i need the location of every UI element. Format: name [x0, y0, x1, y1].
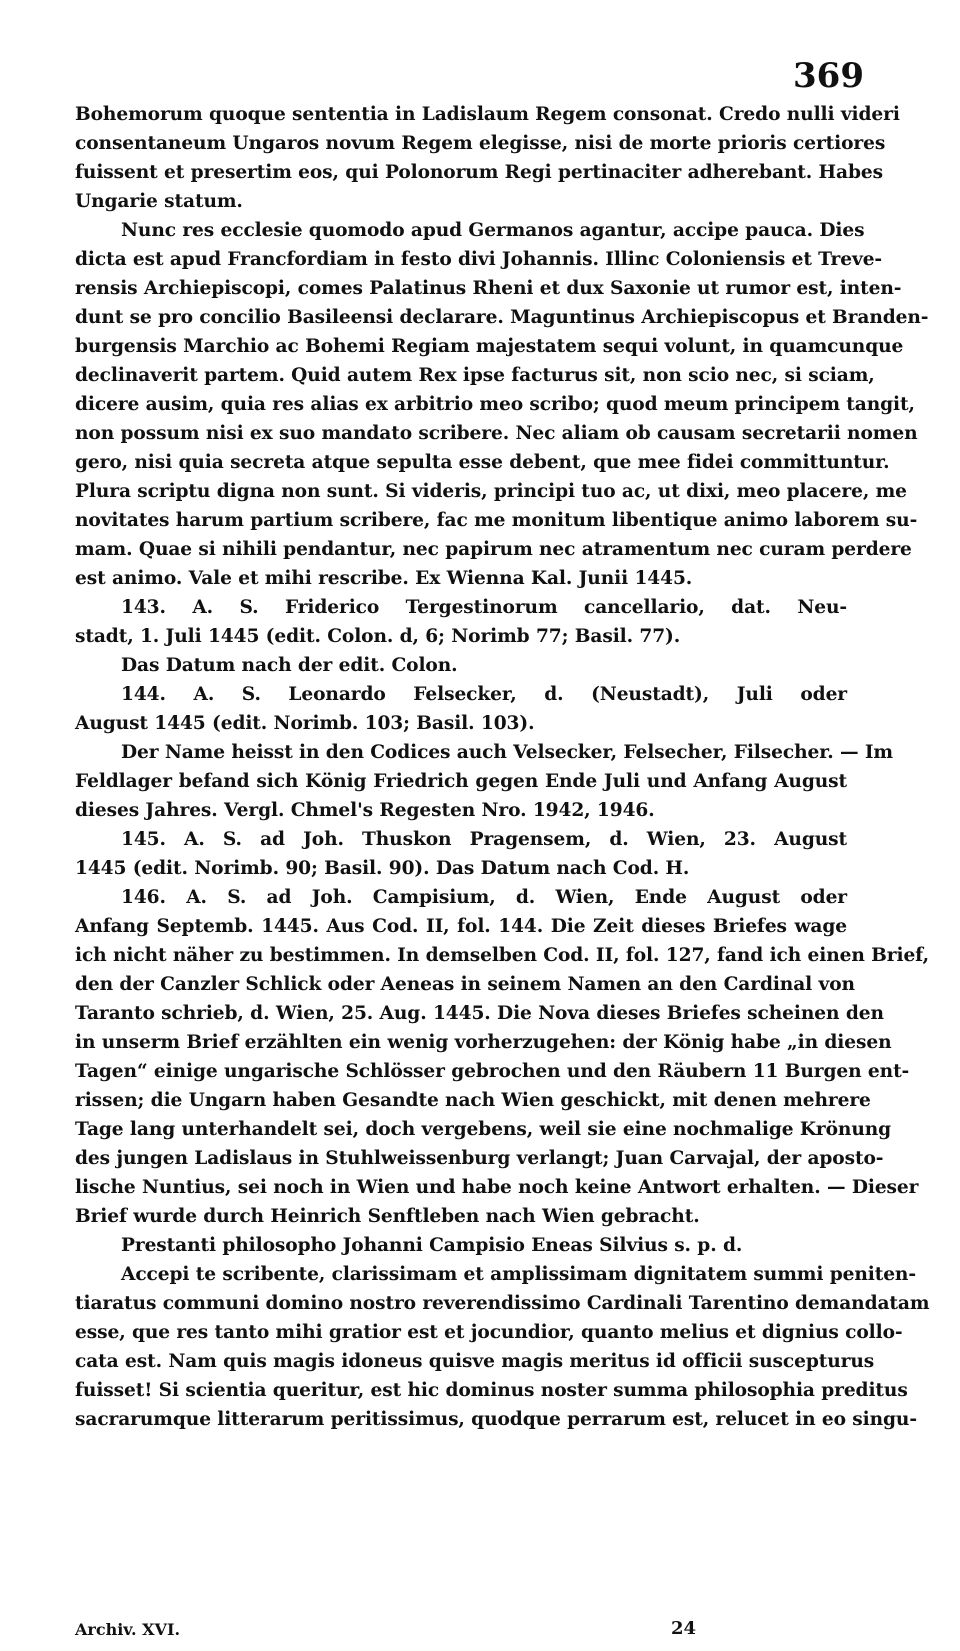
text-line: Brief wurde durch Heinrich Senftleben nach Wien gebracht. — [75, 1206, 700, 1227]
text-line: 146. A. S. ad Joh. Campisium, d. Wien, Ende August oder — [121, 887, 847, 908]
text-line: 144. A. S. Leonardo Felsecker, d. (Neustadt), Juli oder — [121, 684, 847, 705]
page-number: 369 — [793, 56, 864, 96]
text-line: Bohemorum quoque sententia in Ladislaum Regem consonat. Credo nulli videri — [75, 104, 900, 125]
text-line: in unserm Brief erzählten ein wenig vorherzugehen: der König habe „in diesen — [75, 1032, 892, 1053]
sheet-number: 24 — [671, 1618, 697, 1639]
text-line: Accepi te scribente, clarissimam et amplissimam dignitatem summi peniten- — [121, 1264, 916, 1285]
text-line: Plura scriptu digna non sunt. Si videris, principi tuo ac, ut dixi, meo placere, me — [75, 481, 907, 502]
text-line: 145. A. S. ad Joh. Thuskon Pragensem, d. Wien, 23. August — [121, 829, 847, 850]
text-line: mam. Quae si nihili pendantur, nec papirum nec atramentum nec curam perdere — [75, 539, 912, 560]
text-line: dicere ausim, quia res alias ex arbitrio meo scribo; quod meum principem tangit, — [75, 394, 915, 415]
text-line: 143. A. S. Friderico Tergestinorum cancellario, dat. Neu- — [121, 597, 847, 618]
text-line: fuisset! Si scientia queritur, est hic dominus noster summa philosophia preditus — [75, 1380, 908, 1401]
text-line: Tagen“ einige ungarische Schlösser gebrochen und den Räubern 11 Burgen ent- — [75, 1061, 910, 1082]
text-line: cata est. Nam quis magis idoneus quisve magis meritus id officii suscepturus — [75, 1351, 875, 1372]
text-line: sacrarumque litterarum peritissimus, quodque perrarum est, relucet in eo singu- — [75, 1409, 917, 1430]
text-line: burgensis Marchio ac Bohemi Regiam majestatem sequi volunt, in quamcunque — [75, 336, 904, 357]
text-line: gero, nisi quia secreta atque sepulta esse debent, que mee fidei committuntur. — [75, 452, 890, 473]
footer-signature: Archiv. XVI. — [75, 1620, 181, 1639]
text-line: stadt, 1. Juli 1445 (edit. Colon. d, 6; Norimb 77; Basil. 77). — [75, 626, 681, 647]
text-line: Prestanti philosopho Johanni Campisio Eneas Silvius s. p. d. — [121, 1235, 743, 1256]
text-line: Ungarie statum. — [75, 191, 243, 212]
text-line: esse, que res tanto mihi gratior est et jocundior, quanto melius et dignius collo- — [75, 1322, 903, 1343]
text-line: est animo. Vale et mihi rescribe. Ex Wienna Kal. Junii 1445. — [75, 568, 693, 589]
text-body — [75, 100, 930, 1434]
text-line: Das Datum nach der edit. Colon. — [121, 655, 458, 676]
text-line: Der Name heisst in den Codices auch Velsecker, Felsecher, Filsecher. — Im — [121, 742, 894, 763]
text-line: Anfang Septemb. 1445. Aus Cod. II, fol. 144. Die Zeit dieses Briefes wage — [75, 916, 847, 937]
page-footer — [75, 1620, 847, 1644]
text-line: Tage lang unterhandelt sei, doch vergebens, weil sie eine nochmalige Krönung — [75, 1119, 892, 1140]
text-line: rensis Archiepiscopi, comes Palatinus Rheni et dux Saxonie ut rumor est, inten- — [75, 278, 902, 299]
text-line: August 1445 (edit. Norimb. 103; Basil. 103). — [75, 713, 535, 734]
text-line: des jungen Ladislaus in Stuhlweissenburg verlangt; Juan Carvajal, der aposto- — [75, 1148, 884, 1169]
text-line: dunt se pro concilio Basileensi declarare. Maguntinus Archiepiscopus et Branden- — [75, 307, 929, 328]
text-line: dieses Jahres. Vergl. Chmel's Regesten Nro. 1942, 1946. — [75, 800, 655, 821]
text-line: 1445 (edit. Norimb. 90; Basil. 90). Das Datum nach Cod. H. — [75, 858, 690, 879]
text-line: non possum nisi ex suo mandato scribere. Nec aliam ob causam secretarii nomen — [75, 423, 918, 444]
text-line: den der Canzler Schlick oder Aeneas in seinem Namen an den Cardinal von — [75, 974, 855, 995]
text-line: tiaratus communi domino nostro reverendissimo Cardinali Tarentino demandatam — [75, 1293, 930, 1314]
text-line: lische Nuntius, sei noch in Wien und habe noch keine Antwort erhalten. — Dieser — [75, 1177, 919, 1198]
text-line: ich nicht näher zu bestimmen. In demselben Cod. II, fol. 127, fand ich einen Brief, — [75, 945, 930, 966]
text-line: Nunc res ecclesie quomodo apud Germanos agantur, accipe pauca. Dies — [121, 220, 865, 241]
text-line: rissen; die Ungarn haben Gesandte nach Wien geschickt, mit denen mehrere — [75, 1090, 871, 1111]
text-line: dicta est apud Francfordiam in festo divi Johannis. Illinc Coloniensis et Treve- — [75, 249, 883, 270]
text-line: consentaneum Ungaros novum Regem elegisse, nisi de morte prioris certiores — [75, 133, 886, 154]
text-line: Taranto schrieb, d. Wien, 25. Aug. 1445. Die Nova dieses Briefes scheinen den — [75, 1003, 884, 1024]
text-line: declinaverit partem. Quid autem Rex ipse facturus sit, non scio nec, si sciam, — [75, 365, 875, 386]
text-line: fuissent et presertim eos, qui Polonorum Regi pertinaciter adherebant. Habes — [75, 162, 883, 183]
text-line: Feldlager befand sich König Friedrich gegen Ende Juli und Anfang August — [75, 771, 847, 792]
text-line: novitates harum partium scribere, fac me monitum libentique animo laborem su- — [75, 510, 918, 531]
